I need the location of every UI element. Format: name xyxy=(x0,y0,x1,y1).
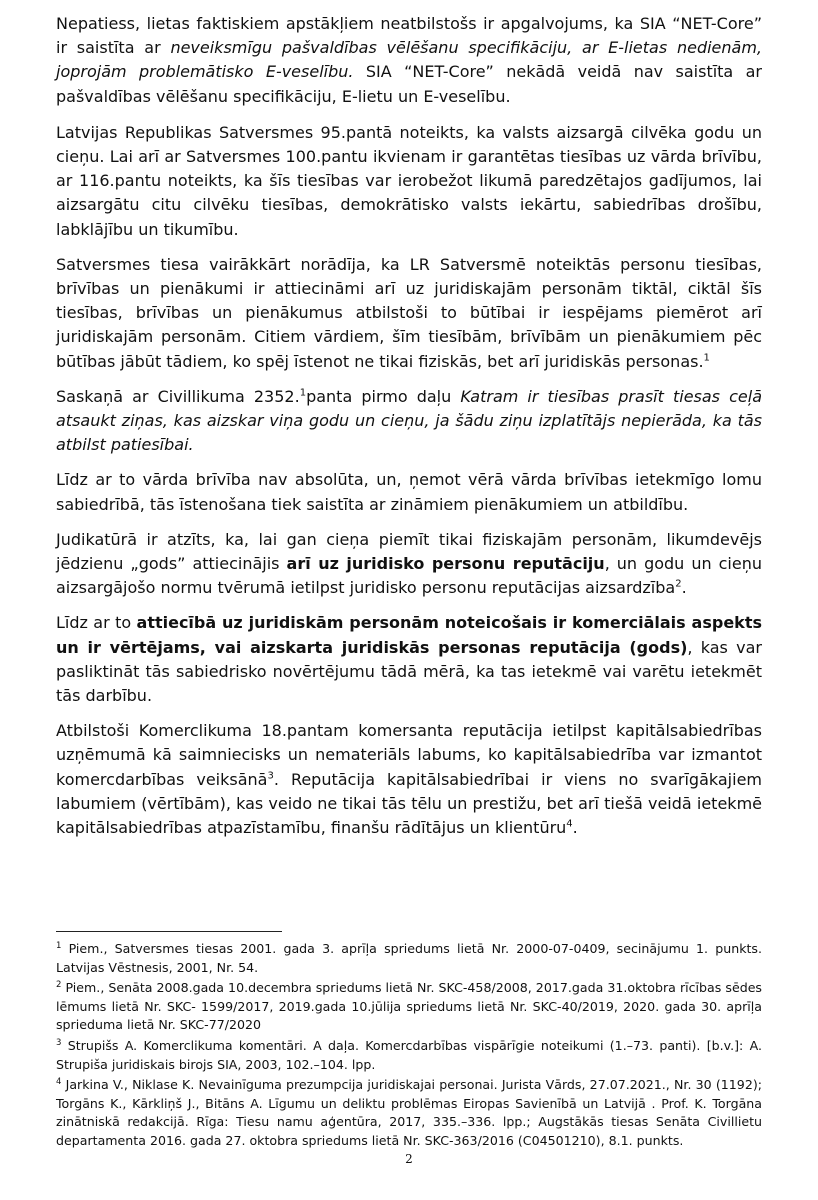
paragraph-4: Saskaņā ar Civillikuma 2352.$^1$panta pirmo daļu Katram ir tiesības prasīt tiesas ceļā atsaukt ziņas, kas aizskar viņa godu un cieņu, ja šādu ziņu izplatītājs nepierāda, ka tās atbilst patiesībai. xyxy=(56,386,762,455)
page-number: 2 xyxy=(405,1152,413,1166)
paragraph-8: Atbilstoši Komerclikuma 18.pantam komersanta reputācija ietilpst kapitālsabiedrības uzņēmumā kā saimniecisks un nemateriāls labums, ko kapitālsabiedrība var izmantot komercdarbības veiksānā$^3$. Reputācija kapitālsabiedrībai ir viens no svarīgākajiem labumiem (vērtībām), kas veido ne tikai tās tēlu un prestižu, bet arī tiešā veidā ietekmē kapitālsabiedrības atpazīstamību, finanšu rādītājus un klientūru$^4$. xyxy=(56,721,762,838)
footnote-4: $^4$ Jarkina V., Niklase K. Nevainīguma prezumpcija juridiskajai personai. Jurista Vārds, 27.07.2021., Nr. 30 (1192); Torgāns K., Kārkliņš J., Bitāns A. Līgumu un deliktu problēmas Eiropas Savienībā un Latvijā . Prof. K. Torgāna zinātniskā redakcijā. Rīga: Tiesu namu aģentūra, 2017, 335.–336. lpp.; Augstākās tiesas Senāta Civillietu departamenta 2016. gada 27. oktobra spriedums lietā Nr. SKC-363/2016 (C04501210), 8.1. punkts. xyxy=(56,1076,762,1148)
paragraph-5: Līdz ar to vārda brīvība nav absolūta, un, ņemot vērā vārda brīvības ietekmīgo lomu sabiedrībā, tās īstenošana tiek saistīta ar zināmiem pienākumiem un atbildību. xyxy=(56,470,762,514)
footnote-ref-3: 3 xyxy=(267,770,274,782)
paragraph-6: Judikatūrā ir atzīts, ka, lai gan cieņa piemīt tikai fiziskajām personām, likumdevējs jēdzienu „gods” attiecinājis arī uz juridisko personu reputāciju, un godu un cieņu aizsargājošo normu tvērumā ietilpst juridisko personu reputācijas aizsardzība$^2$. xyxy=(56,529,762,598)
footnote-ref-4: 4 xyxy=(566,818,573,830)
paragraph-2: Latvijas Republikas Satversmes 95.pantā noteikts, ka valsts aizsargā cilvēka godu un cieņu. Lai arī ar Satversmes 100.pantu ikvienam ir garantētas tiesības uz vārda brīvību, ar 116.pantu noteikts, ka šīs tiesības var ierobežot likumā paredzētajos gadījumos, lai aizsargātu citu cilvēku tiesības, demokrātisko valsts iekārtu, sabiedrības drošību, labklājību un tikumību. xyxy=(56,122,762,239)
paragraph-1: Nepatiess, lietas faktiskiem apstākļiem neatbilstošs ir apgalvojums, ka SIA “NET-Core” ir saistīta ar neveiksmīgu pašvaldības vēlēšanu specifikāciju, ar E-lietas nedienām, joprojām problemātisko E-veselību. SIA “NET-Core” nekādā veidā nav saistīta ar pašvaldības vēlēšanu specifikāciju, E-lietu un E-veselību. xyxy=(56,14,763,106)
footnote-2: $^2$ Piem., Senāta 2008.gada 10.decembra spriedums lietā Nr. SKC-458/2008, 2017.gada 31.oktobra rīcības sēdes lēmums lietā Nr. SKC- 1599/2017, 2019.gada 10.jūlija spriedums lietā Nr. SKC-40/2019, 2020. gada 30. aprīļa sprieduma lietā Nr. SKC-77/2020 xyxy=(56,980,762,1033)
footnotes xyxy=(56,940,762,1153)
document-body xyxy=(56,12,762,851)
footnote-3: $^3$ Strupišs A. Komerclikuma komentāri. A daļa. Komercdarbības vispārīgie noteikumi (1.–73. panti). [b.v.]: A. Strupiša juridiskais birojs SIA, 2003, 102.–104. lpp. xyxy=(56,1037,762,1072)
footnote-separator xyxy=(56,931,282,932)
footnote-ref-2: 2 xyxy=(675,578,682,590)
footnote-ref-1: 1 xyxy=(703,352,710,364)
article-superscript: 1 xyxy=(299,387,307,399)
footnote-1: $^1$ Piem., Satversmes tiesas 2001. gada 3. aprīļa spriedums lietā Nr. 2000-07-0409, secinājumu 1. punkts. Latvijas Vēstnesis, 2001, Nr. 54. xyxy=(56,940,762,975)
paragraph-7: Līdz ar to attiecībā uz juridiskām personām noteicošais ir komerciālais aspekts un ir vērtējams, vai aizskarta juridiskās personas reputācija (gods), kas var pasliktināt tās sabiedrisko novērtējumu tādā mērā, ka tas ietekmē vai varētu ietekmēt tās darbību. xyxy=(56,613,762,706)
paragraph-3: Satversmes tiesa vairākkārt norādīja, ka LR Satversmē noteiktās personu tiesības, brīvības un pienākumi ir attiecināmi arī uz juridiskajām personām tiktāl, ciktāl šīs tiesības, brīvības un pienākumus atbilstoši to būtībai ir iespējams piemērot arī juridiskajām personām. Citiem vārdiem, šīm tiesībām, brīvībām un pienākumiem pēc būtības jābūt tādiem, ko spēj īstenot ne tikai fiziskās, bet arī juridiskās personas.$^1$ xyxy=(56,254,762,371)
